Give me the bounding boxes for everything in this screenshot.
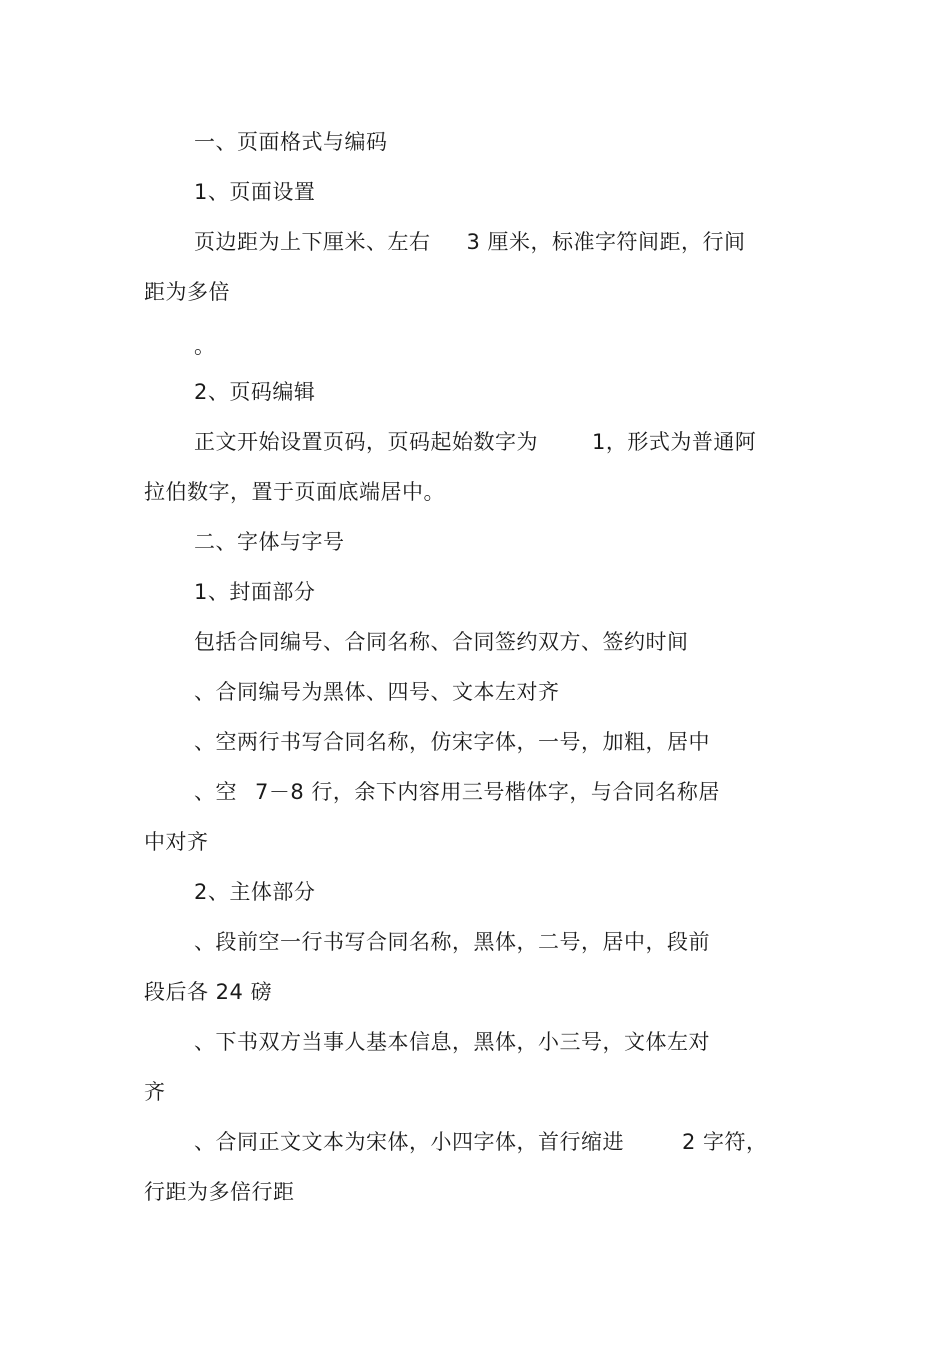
subheading-body: 2、主体部分 <box>194 880 316 904</box>
text-fragment: 、空 <box>194 780 237 804</box>
paragraph-line: 、段前空一行书写合同名称，黑体，二号，居中，段前 <box>194 930 710 954</box>
paragraph-line <box>194 228 746 256</box>
text-fragment: 正文开始设置页码，页码起始数字为 <box>194 430 538 454</box>
text-fragment: 2 字符， <box>682 1130 768 1154</box>
paragraph-line: 、下书双方当事人基本信息，黑体，小三号，文体左对 <box>194 1030 710 1054</box>
text-fragment: 页边距为上下厘米、左右 <box>194 230 431 254</box>
section-heading-page-format: 一、页面格式与编码 <box>194 130 388 154</box>
paragraph-line <box>194 778 720 806</box>
paragraph-line <box>194 1128 768 1156</box>
paragraph-line: 行距为多倍行距 <box>144 1180 295 1204</box>
section-heading-fonts: 二、字体与字号 <box>194 530 345 554</box>
paragraph-line <box>194 428 756 456</box>
text-fragment: 、合同正文文本为宋体，小四字体，首行缩进 <box>194 1130 624 1154</box>
paragraph-line: 包括合同编号、合同名称、合同签约双方、签约时间 <box>194 630 689 654</box>
paragraph-line: 、空两行书写合同名称，仿宋字体，一号，加粗，居中 <box>194 730 710 754</box>
text-fragment: 3 厘米，标准字符间距，行间 <box>466 230 746 254</box>
subheading-page-setup: 1、页面设置 <box>194 180 316 204</box>
paragraph-line: 距为多倍 <box>144 280 230 304</box>
text-fragment: 7－8 行，余下内容用三号楷体字，与合同名称居 <box>255 780 720 804</box>
paragraph-line: 段后各 24 磅 <box>144 980 273 1004</box>
paragraph-line: 中对齐 <box>144 830 209 854</box>
subheading-cover: 1、封面部分 <box>194 580 316 604</box>
paragraph-line: 。 <box>194 334 216 358</box>
paragraph-line: 齐 <box>144 1080 166 1104</box>
paragraph-line: 拉伯数字，置于页面底端居中。 <box>144 480 445 504</box>
text-fragment: 1，形式为普通阿 <box>592 430 757 454</box>
paragraph-line: 、合同编号为黑体、四号、文本左对齐 <box>194 680 560 704</box>
subheading-page-number: 2、页码编辑 <box>194 380 316 404</box>
